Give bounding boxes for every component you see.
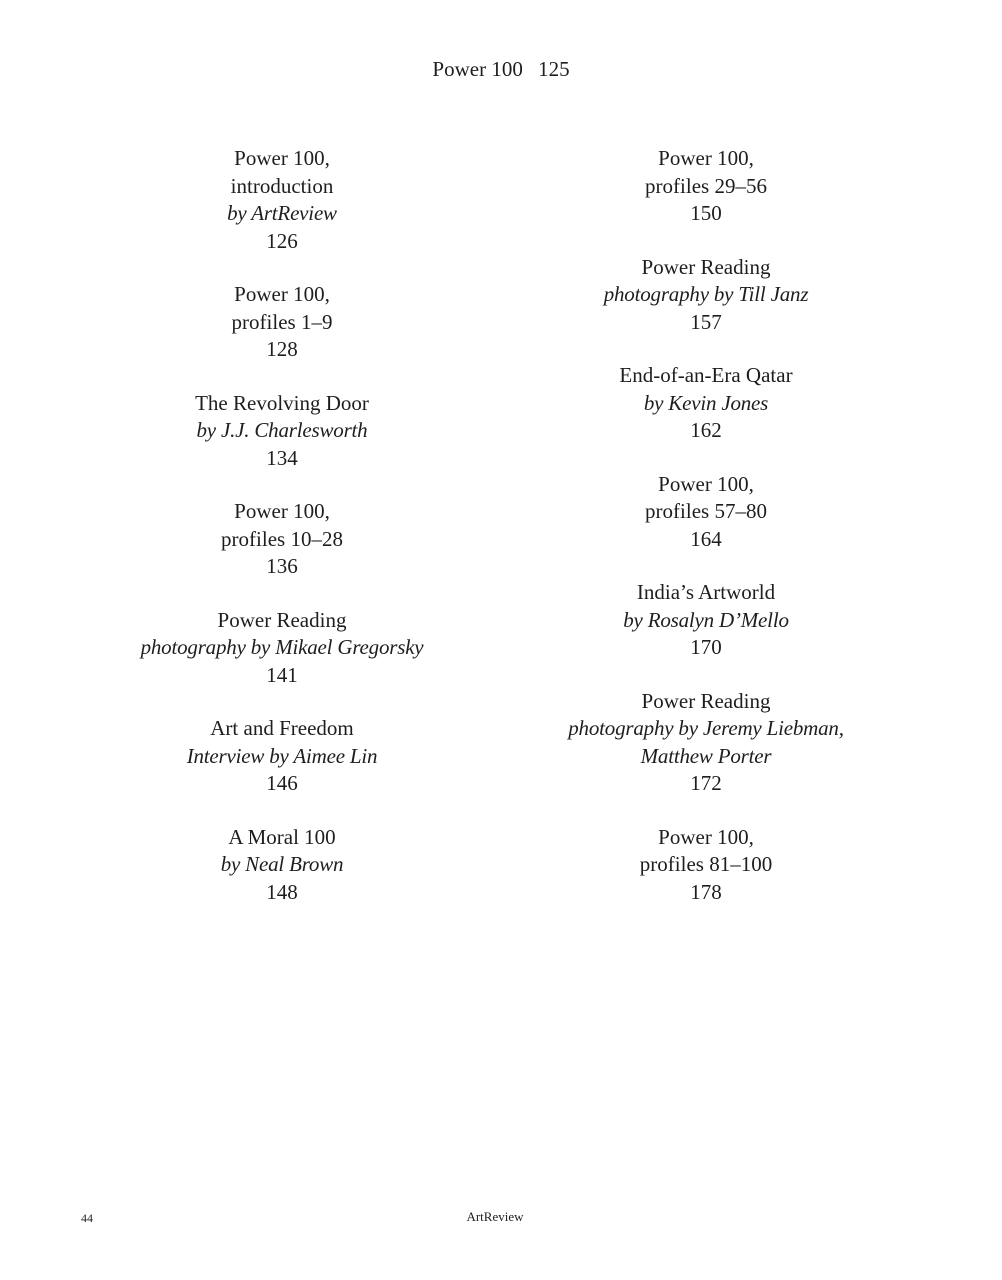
contents-entry[interactable] <box>536 254 876 337</box>
entry-title-line: Power 100, <box>234 146 330 170</box>
entry-title-line: India’s Artworld <box>636 580 776 604</box>
folio-page-number: 44 <box>81 1211 93 1225</box>
entry-title-line: profiles 57–80 <box>645 499 767 523</box>
entry-title-line: Power Reading <box>217 607 347 632</box>
entry-byline: by ArtReview <box>227 201 337 225</box>
entry-byline: by J.J. Charlesworth <box>196 418 368 442</box>
entry-page-number: 162 <box>690 418 722 442</box>
section-page-number: 125 <box>538 57 570 81</box>
entry-byline: by Kevin Jones <box>643 390 769 415</box>
entry-title-line: Power Reading <box>641 688 771 713</box>
entry-page-number: 126 <box>266 228 298 253</box>
entry-byline: Matthew Porter <box>640 743 772 768</box>
entry-title-line: introduction <box>230 173 334 198</box>
section-title: Power 100 <box>432 57 523 81</box>
entry-title-line: profiles 29–56 <box>645 173 767 198</box>
footer-magazine-name: ArtReview <box>466 1209 524 1224</box>
contents-entry[interactable] <box>536 688 876 798</box>
entry-title-line: profiles 10–28 <box>221 526 343 551</box>
entry-title-line: A Moral 100 <box>228 824 336 849</box>
contents-entry[interactable] <box>112 498 452 581</box>
entry-title-line: profiles 1–9 <box>231 309 333 334</box>
entry-page-number: 150 <box>690 201 722 225</box>
entry-page-number: 146 <box>266 771 298 795</box>
contents-entry[interactable] <box>112 281 452 364</box>
page-header <box>0 55 1002 83</box>
contents-entry[interactable] <box>536 145 876 228</box>
entry-title-line: Power 100, <box>658 146 754 170</box>
entry-page-number: 170 <box>690 635 722 659</box>
contents-entry[interactable] <box>536 579 876 662</box>
contents-entry[interactable] <box>536 471 876 554</box>
entry-page-number: 164 <box>690 526 722 551</box>
contents-right-column <box>536 145 876 932</box>
entry-title-line: The Revolving Door <box>195 390 369 415</box>
entry-title-line: Art and Freedom <box>210 716 354 740</box>
entry-title-line: Power 100, <box>658 471 754 496</box>
contents-entry[interactable] <box>112 824 452 907</box>
contents-entry[interactable] <box>536 362 876 445</box>
entry-byline: photography by Till Janz <box>603 282 809 306</box>
entry-byline: by Rosalyn D’Mello <box>623 607 789 632</box>
entry-page-number: 178 <box>690 879 722 904</box>
entry-page-number: 172 <box>690 771 722 795</box>
entry-page-number: 141 <box>266 662 298 687</box>
entry-page-number: 157 <box>690 309 722 334</box>
entry-byline: photography by Jeremy Liebman, <box>568 716 844 740</box>
contents-entry[interactable] <box>112 390 452 473</box>
entry-byline: Interview by Aimee Lin <box>186 743 378 768</box>
entry-title-line: Power 100, <box>234 499 330 523</box>
contents-left-column <box>112 145 452 932</box>
entry-byline: by Neal Brown <box>220 852 344 876</box>
entry-title-line: Power 100, <box>658 824 754 849</box>
entry-page-number: 134 <box>266 445 298 470</box>
entry-page-number: 148 <box>266 879 298 904</box>
entry-title-line: Power 100, <box>234 282 330 306</box>
entry-title-line: Power Reading <box>641 254 771 279</box>
entry-page-number: 136 <box>266 554 298 578</box>
entry-title-line: profiles 81–100 <box>639 852 773 876</box>
contents-entry[interactable] <box>536 824 876 907</box>
contents-entry[interactable] <box>112 145 452 255</box>
entry-page-number: 128 <box>266 337 298 361</box>
contents-entry[interactable] <box>112 715 452 798</box>
entry-title-line: End-of-an-Era Qatar <box>619 363 793 387</box>
contents-entry[interactable] <box>112 607 452 690</box>
entry-byline: photography by Mikael Gregorsky <box>140 635 424 659</box>
